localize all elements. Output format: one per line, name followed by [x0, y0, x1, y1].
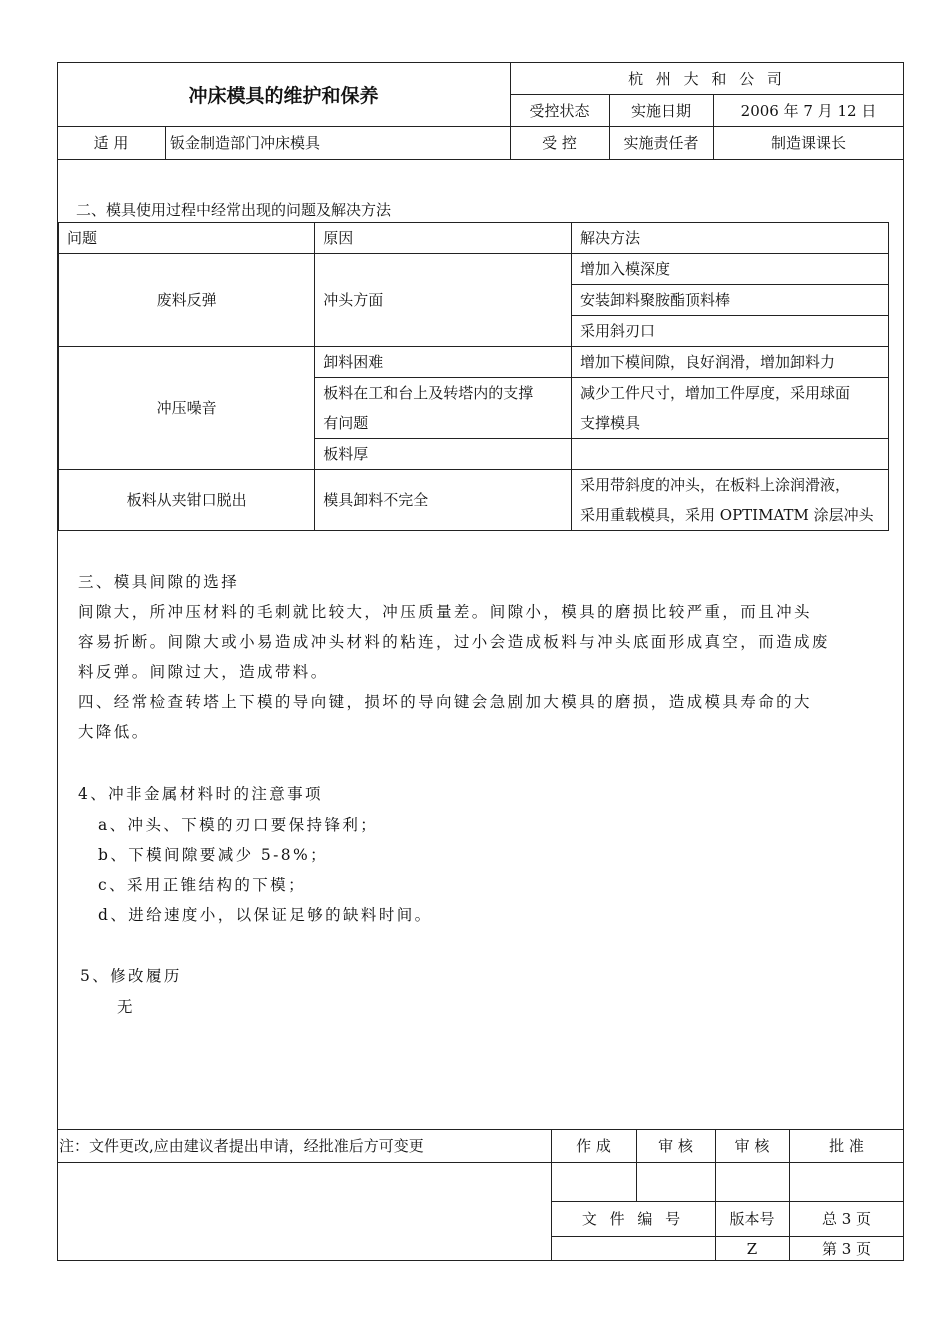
made-by-label: 作 成	[576, 1137, 611, 1155]
section3-title: 三、模具间隙的选择	[78, 573, 240, 591]
column-header-solution: 解决方法	[572, 223, 889, 254]
list-item: a、冲头、下模的刃口要保持锋利；	[98, 816, 379, 834]
table-row	[59, 470, 889, 531]
solution-line: 减少工件尺寸，增加工件厚度，采用球面	[580, 384, 851, 402]
solution-cell: 采用斜刃口	[572, 316, 889, 347]
solution-cell	[572, 378, 889, 439]
cause-line: 有问题	[323, 414, 369, 432]
doc-number-label: 文 件 编 号	[581, 1210, 685, 1228]
section3-line: 间隙大，所冲压材料的毛刺就比较大，冲压质量差。间隙小，模具的磨损比较严重，而且冲头	[78, 603, 812, 621]
section3-line: 容易折断。间隙大或小易造成冲头材料的粘连，过小会造成板料与冲头底面形成真空，而造成废	[78, 633, 830, 651]
solution-cell: 增加下模间隙，良好润滑，增加卸料力	[572, 347, 889, 378]
problem-cell: 冲压噪音	[59, 347, 315, 470]
table-row	[59, 254, 889, 285]
solution-cell	[572, 439, 889, 470]
responsible-value: 制造课课长	[770, 134, 846, 152]
header-rule	[57, 159, 904, 160]
list-item: d、进给速度小，以保证足够的缺料时间。	[98, 906, 433, 924]
table-row	[59, 347, 889, 378]
version-value: Z	[746, 1239, 758, 1258]
apply-label: 适 用	[93, 134, 129, 152]
impl-date-label: 实施日期	[630, 101, 691, 120]
header-divider	[165, 126, 166, 159]
cause-cell: 冲头方面	[315, 254, 572, 347]
cause-cell: 模具卸料不完全	[315, 470, 572, 531]
version-label: 版本号	[729, 1210, 775, 1228]
responsible-label: 实施责任者	[623, 134, 699, 152]
cause-cell	[315, 378, 572, 439]
review-label: 审 核	[734, 1137, 770, 1155]
section3-line: 料反弹。间隙过大，造成带料。	[78, 663, 329, 681]
document-title: 冲床模具的维护和保养	[188, 84, 379, 107]
solution-line: 采用重载模具，采用 OPTIMATM 涂层冲头	[580, 506, 874, 524]
column-header-problem: 问题	[59, 223, 315, 254]
solution-cell: 安装卸料聚胺酯顶料棒	[572, 285, 889, 316]
control-status-label: 受控状态	[529, 101, 590, 120]
table-header-row	[59, 223, 889, 254]
solution-cell: 增加入模深度	[572, 254, 889, 285]
apply-value: 钣金制造部门冲床模具	[170, 134, 321, 152]
cause-cell: 板料厚	[315, 439, 572, 470]
cause-line: 板料在工和台上及转塔内的支撑	[323, 384, 534, 402]
page-number: 第 3 页	[821, 1240, 872, 1258]
list-item: c、采用正锥结构的下模；	[98, 876, 306, 894]
solution-line: 采用带斜度的冲头，在板料上涂润滑液，	[580, 476, 851, 494]
company-name: 杭 州 大 和 公 司	[628, 69, 786, 88]
section4-line: 四、经常检查转塔上下模的导向键，损坏的导向键会急剧加大模具的磨损，造成模具寿命的大	[78, 693, 812, 711]
section5-title: 5、修改履历	[80, 967, 182, 985]
problem-cell: 板料从夹钳口脱出	[59, 470, 315, 531]
control-value: 受 控	[542, 134, 577, 152]
list-item: b、下模间隙要减少 5-8%；	[98, 846, 329, 864]
cause-cell: 卸料困难	[315, 347, 572, 378]
total-pages: 总 3 页	[821, 1210, 872, 1228]
section2-title: 二、模具使用过程中经常出现的问题及解决方法	[76, 201, 392, 219]
section4-line: 大降低。	[78, 723, 150, 741]
solution-cell	[572, 470, 889, 531]
approve-label: 批 准	[829, 1137, 864, 1155]
column-header-cause: 原因	[315, 223, 572, 254]
impl-date-value: 2006 年 7 月 12 日	[740, 101, 877, 120]
footer-rule	[57, 1162, 904, 1163]
section4b-title: 4、冲非金属材料时的注意事项	[78, 785, 323, 803]
footer-note: 注：文件更改,应由建议者提出申请，经批准后方可变更	[59, 1137, 424, 1155]
revision-value: 无	[117, 998, 135, 1016]
solution-line: 支撑模具	[580, 414, 641, 432]
problem-cell: 废料反弹	[59, 254, 315, 347]
issues-table	[58, 222, 889, 531]
review-label: 审 核	[658, 1137, 693, 1155]
